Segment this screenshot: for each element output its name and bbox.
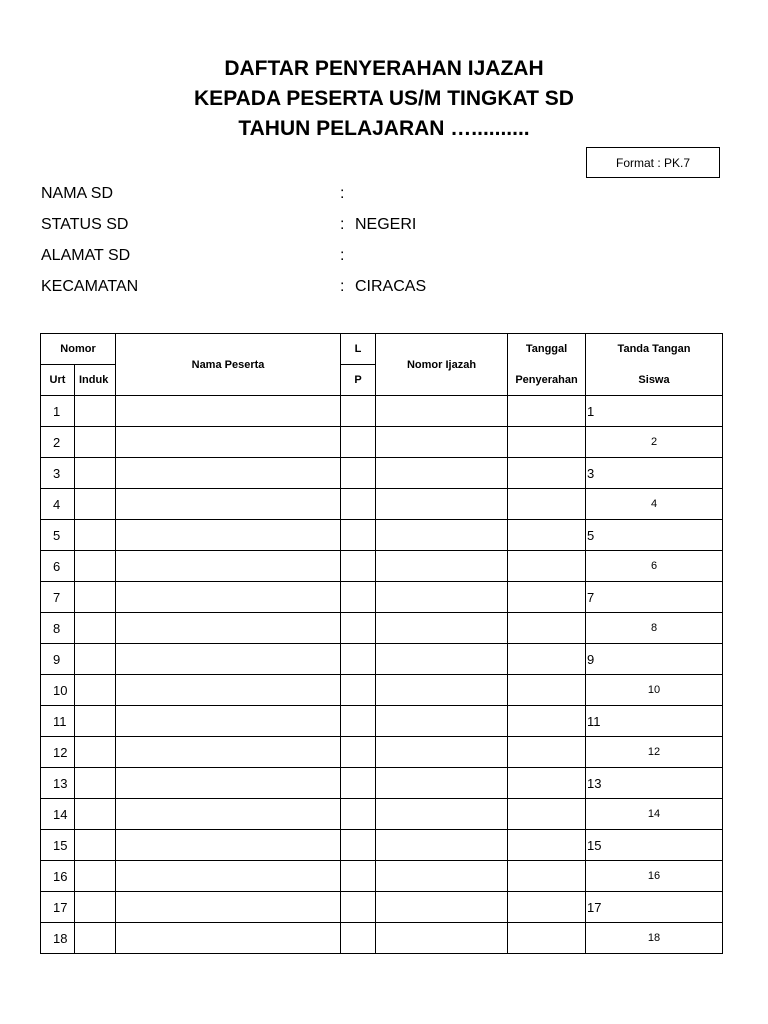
cell-nomor-ijazah <box>376 551 508 582</box>
table-row <box>41 675 723 706</box>
header-nomor-ijazah: Nomor Ijazah <box>376 334 508 396</box>
cell-tanda-tangan: 16 <box>586 861 723 892</box>
cell-tanggal <box>508 675 586 706</box>
table-row <box>41 923 723 954</box>
cell-lp <box>341 768 376 799</box>
table-row <box>41 892 723 923</box>
info-row-alamat-sd <box>41 242 541 273</box>
table-row <box>41 706 723 737</box>
header-row-1 <box>41 334 723 365</box>
cell-tanggal <box>508 613 586 644</box>
cell-nama-peserta <box>116 861 341 892</box>
table-row <box>41 613 723 644</box>
cell-urt: 17 <box>41 892 75 923</box>
cell-nomor-ijazah <box>376 737 508 768</box>
cell-tanda-tangan: 5 <box>586 520 723 551</box>
table-row <box>41 582 723 613</box>
header-induk: Induk <box>75 365 116 396</box>
cell-urt: 3 <box>41 458 75 489</box>
title-line-3: TAHUN PELAJARAN ….......... <box>238 117 530 140</box>
cell-tanggal <box>508 644 586 675</box>
cell-induk <box>75 861 116 892</box>
cell-nomor-ijazah <box>376 613 508 644</box>
cell-nama-peserta <box>116 582 341 613</box>
cell-tanggal <box>508 396 586 427</box>
cell-tanda-tangan: 13 <box>586 768 723 799</box>
cell-nomor-ijazah <box>376 489 508 520</box>
cell-induk <box>75 923 116 954</box>
info-row-kecamatan <box>41 273 541 304</box>
cell-tanggal <box>508 551 586 582</box>
cell-tanda-tangan: 9 <box>586 644 723 675</box>
cell-tanda-tangan: 12 <box>586 737 723 768</box>
table-row <box>41 489 723 520</box>
cell-tanda-tangan: 17 <box>586 892 723 923</box>
cell-tanggal <box>508 520 586 551</box>
cell-nama-peserta <box>116 458 341 489</box>
cell-lp <box>341 892 376 923</box>
cell-induk <box>75 396 116 427</box>
cell-urt: 1 <box>41 396 75 427</box>
cell-lp <box>341 582 376 613</box>
cell-nomor-ijazah <box>376 396 508 427</box>
table-row <box>41 551 723 582</box>
cell-nomor-ijazah <box>376 520 508 551</box>
cell-tanda-tangan: 14 <box>586 799 723 830</box>
cell-lp <box>341 830 376 861</box>
school-info <box>41 180 541 304</box>
cell-tanda-tangan: 2 <box>586 427 723 458</box>
cell-nama-peserta <box>116 551 341 582</box>
header-urt: Urt <box>41 365 75 396</box>
info-colon: : <box>340 278 345 295</box>
cell-tanda-tangan: 18 <box>586 923 723 954</box>
cell-tanda-tangan: 10 <box>586 675 723 706</box>
cell-induk <box>75 768 116 799</box>
header-penyerahan: Penyerahan <box>508 365 586 396</box>
cell-urt: 18 <box>41 923 75 954</box>
cell-nomor-ijazah <box>376 458 508 489</box>
cell-urt: 16 <box>41 861 75 892</box>
cell-induk <box>75 799 116 830</box>
cell-nama-peserta <box>116 923 341 954</box>
info-value: NEGERI <box>355 216 417 233</box>
format-code-box: Format : PK.7 <box>586 147 720 178</box>
cell-lp <box>341 458 376 489</box>
cell-tanda-tangan: 1 <box>586 396 723 427</box>
table-row <box>41 799 723 830</box>
cell-urt: 9 <box>41 644 75 675</box>
cell-nomor-ijazah <box>376 768 508 799</box>
info-colon: : <box>340 247 345 264</box>
cell-tanggal <box>508 923 586 954</box>
cell-tanda-tangan: 15 <box>586 830 723 861</box>
table-row <box>41 768 723 799</box>
cell-lp <box>341 520 376 551</box>
cell-urt: 13 <box>41 768 75 799</box>
cell-nomor-ijazah <box>376 644 508 675</box>
header-tanda-tangan: Tanda Tangan <box>586 334 723 365</box>
cell-induk <box>75 644 116 675</box>
cell-urt: 4 <box>41 489 75 520</box>
info-row-status-sd <box>41 211 541 242</box>
cell-nomor-ijazah <box>376 923 508 954</box>
cell-nama-peserta <box>116 489 341 520</box>
cell-urt: 10 <box>41 675 75 706</box>
table-row <box>41 520 723 551</box>
cell-nomor-ijazah <box>376 830 508 861</box>
cell-nomor-ijazah <box>376 861 508 892</box>
cell-tanggal <box>508 427 586 458</box>
cell-induk <box>75 675 116 706</box>
info-label: NAMA SD <box>41 185 114 202</box>
cell-induk <box>75 582 116 613</box>
cell-nama-peserta <box>116 830 341 861</box>
cell-urt: 11 <box>41 706 75 737</box>
cell-nomor-ijazah <box>376 582 508 613</box>
title-line-1: DAFTAR PENYERAHAN IJAZAH <box>224 57 544 80</box>
cell-nama-peserta <box>116 706 341 737</box>
info-label: KECAMATAN <box>41 278 139 295</box>
cell-lp <box>341 861 376 892</box>
cell-nomor-ijazah <box>376 892 508 923</box>
header-siswa: Siswa <box>586 365 723 396</box>
cell-urt: 15 <box>41 830 75 861</box>
header-tanggal: Tanggal <box>508 334 586 365</box>
table-row <box>41 830 723 861</box>
info-row-nama-sd <box>41 180 541 211</box>
cell-lp <box>341 396 376 427</box>
cell-tanda-tangan: 11 <box>586 706 723 737</box>
cell-nomor-ijazah <box>376 675 508 706</box>
info-colon: : <box>340 185 345 202</box>
table-row <box>41 644 723 675</box>
cell-nama-peserta <box>116 644 341 675</box>
cell-nomor-ijazah <box>376 706 508 737</box>
cell-induk <box>75 520 116 551</box>
cell-tanda-tangan: 8 <box>586 613 723 644</box>
cell-induk <box>75 427 116 458</box>
header-p: P <box>341 365 376 396</box>
cell-tanggal <box>508 582 586 613</box>
cell-nomor-ijazah <box>376 799 508 830</box>
title-line-2: KEPADA PESERTA US/M TINGKAT SD <box>194 87 574 110</box>
cell-nama-peserta <box>116 892 341 923</box>
cell-tanda-tangan: 7 <box>586 582 723 613</box>
cell-lp <box>341 551 376 582</box>
cell-urt: 8 <box>41 613 75 644</box>
cell-lp <box>341 737 376 768</box>
cell-induk <box>75 551 116 582</box>
cell-lp <box>341 489 376 520</box>
cell-tanggal <box>508 706 586 737</box>
cell-lp <box>341 706 376 737</box>
info-label: STATUS SD <box>41 216 129 233</box>
cell-urt: 2 <box>41 427 75 458</box>
table-row <box>41 458 723 489</box>
cell-tanda-tangan: 6 <box>586 551 723 582</box>
cell-lp <box>341 644 376 675</box>
header-nama-peserta: Nama Peserta <box>116 334 341 396</box>
document-title <box>0 54 768 144</box>
cell-tanggal <box>508 799 586 830</box>
cell-induk <box>75 706 116 737</box>
cell-induk <box>75 830 116 861</box>
cell-tanggal <box>508 458 586 489</box>
info-colon: : <box>340 216 345 233</box>
table-row <box>41 396 723 427</box>
cell-lp <box>341 427 376 458</box>
cell-lp <box>341 675 376 706</box>
cell-induk <box>75 458 116 489</box>
cell-urt: 5 <box>41 520 75 551</box>
cell-nama-peserta <box>116 427 341 458</box>
cell-urt: 14 <box>41 799 75 830</box>
cell-tanggal <box>508 768 586 799</box>
cell-nama-peserta <box>116 520 341 551</box>
cell-induk <box>75 737 116 768</box>
cell-urt: 12 <box>41 737 75 768</box>
cell-nama-peserta <box>116 768 341 799</box>
cell-induk <box>75 892 116 923</box>
info-label: ALAMAT SD <box>41 247 131 264</box>
cell-tanggal <box>508 489 586 520</box>
header-l: L <box>341 334 376 365</box>
cell-tanggal <box>508 861 586 892</box>
cell-tanggal <box>508 737 586 768</box>
table-row <box>41 737 723 768</box>
info-value: CIRACAS <box>355 278 427 295</box>
cell-nomor-ijazah <box>376 427 508 458</box>
cell-nama-peserta <box>116 613 341 644</box>
cell-nama-peserta <box>116 799 341 830</box>
cell-lp <box>341 923 376 954</box>
cell-induk <box>75 613 116 644</box>
cell-lp <box>341 613 376 644</box>
cell-tanda-tangan: 4 <box>586 489 723 520</box>
handover-table <box>40 333 723 954</box>
cell-induk <box>75 489 116 520</box>
cell-urt: 6 <box>41 551 75 582</box>
cell-tanggal <box>508 892 586 923</box>
cell-nama-peserta <box>116 396 341 427</box>
cell-tanggal <box>508 830 586 861</box>
table-row <box>41 427 723 458</box>
table-row <box>41 861 723 892</box>
cell-urt: 7 <box>41 582 75 613</box>
cell-lp <box>341 799 376 830</box>
cell-nama-peserta <box>116 737 341 768</box>
cell-tanda-tangan: 3 <box>586 458 723 489</box>
cell-nama-peserta <box>116 675 341 706</box>
header-nomor: Nomor <box>41 334 116 365</box>
